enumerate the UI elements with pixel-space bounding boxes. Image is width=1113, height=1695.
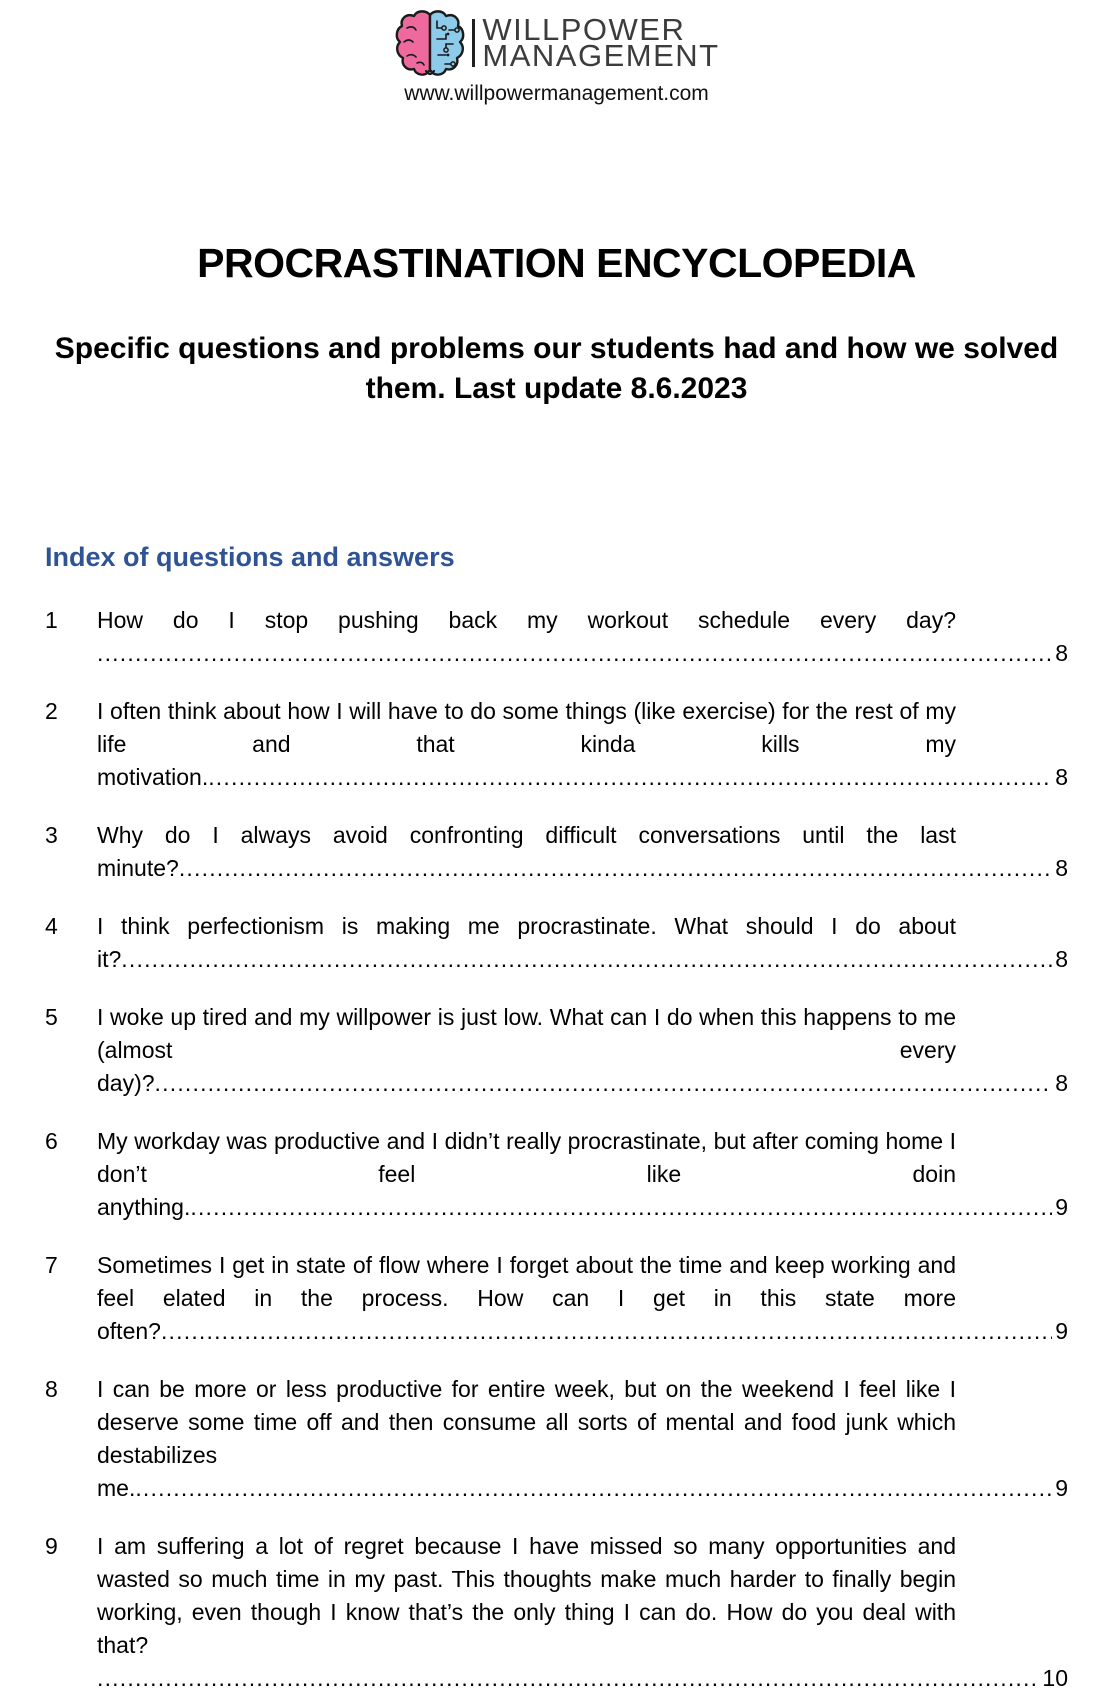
toc-entry-number: 4: [45, 912, 58, 939]
dot-leader: [161, 1318, 1068, 1344]
toc-page-number: 8: [1052, 761, 1068, 794]
toc-entry-9: [45, 1530, 1068, 1695]
dot-leader: [155, 1070, 1068, 1096]
toc-entry-text: I often think about how I will have to do some things (like exercise) for the rest of my life and that kinda kills my motivation.: [97, 697, 956, 790]
toc-entry-text: My workday was productive and I didn’t really procrastinate, but after coming home I don’t feel like doin anything.: [97, 1127, 956, 1220]
toc-entry-1: [45, 604, 1068, 670]
toc-entry-body: [97, 1001, 1068, 1100]
table-of-contents: [45, 604, 1068, 1695]
toc-entry-4: [45, 910, 1068, 976]
toc-entry-body: [97, 1373, 1068, 1505]
toc-entry-number: 1: [45, 606, 58, 633]
toc-page-number: 9: [1052, 1191, 1068, 1224]
toc-page-number: 9: [1052, 1315, 1068, 1348]
page-subtitle: Specific questions and problems our students had and how we solved them. Last update 8.6.2023: [54, 332, 1059, 405]
dot-leader: [208, 764, 1068, 790]
toc-page-number: 10: [1039, 1662, 1068, 1695]
dot-leader: [135, 1475, 1068, 1501]
toc-page-number: 9: [1052, 1472, 1068, 1505]
toc-page-number: 8: [1052, 943, 1068, 976]
logo-word-2: MANAGEMENT: [482, 38, 720, 73]
website-url: www.willpowermanagement.com: [404, 82, 709, 105]
toc-entry-number: 9: [45, 1532, 58, 1559]
page-title: PROCRASTINATION ENCYCLOPEDIA: [197, 240, 916, 286]
toc-entry-body: [97, 695, 1068, 794]
toc-entry-body: [97, 604, 1068, 670]
toc-entry-text: How do I stop pushing back my workout schedule every day?: [97, 606, 956, 633]
logo: [393, 8, 719, 78]
toc-entry-7: [45, 1249, 1068, 1348]
toc-entry-number: 3: [45, 821, 58, 848]
toc-entry-5: [45, 1001, 1068, 1100]
dot-leader: [190, 1194, 1068, 1220]
toc-entry-text: I think perfectionism is making me procrastinate. What should I do about it?: [97, 912, 956, 972]
logo-wordmark: [482, 12, 720, 73]
toc-entry-text: Why do I always avoid confronting difficult conversations until the last minute?: [97, 821, 956, 881]
toc-entry-number: 8: [45, 1375, 58, 1402]
index-heading: Index of questions and answers: [45, 541, 455, 572]
dot-leader: [97, 1665, 1068, 1691]
toc-entry-2: [45, 695, 1068, 794]
logo-word-1: WILLPOWER: [482, 12, 686, 47]
dot-leader: [179, 855, 1068, 881]
brain-icon: [393, 8, 467, 78]
header: [45, 0, 1068, 106]
toc-entry-body: [97, 1530, 1068, 1695]
toc-page-number: 8: [1052, 637, 1068, 670]
toc-entry-body: [97, 1249, 1068, 1348]
toc-entry-number: 5: [45, 1003, 58, 1030]
toc-entry-number: 2: [45, 697, 58, 724]
toc-entry-body: [97, 910, 1068, 976]
logo-divider: [472, 19, 475, 67]
toc-entry-body: [97, 1125, 1068, 1224]
toc-entry-text: Sometimes I get in state of flow where I forget about the time and keep working and feel elated in the process. How can I get in this state more often?: [97, 1251, 956, 1344]
toc-page-number: 8: [1052, 852, 1068, 885]
dot-leader: [121, 946, 1068, 972]
toc-entry-3: [45, 819, 1068, 885]
toc-entry-number: 7: [45, 1251, 58, 1278]
dot-leader: [97, 640, 1068, 666]
toc-entry-6: [45, 1125, 1068, 1224]
toc-entry-text: I woke up tired and my willpower is just low. What can I do when this happens to me (almost every day)?: [97, 1003, 956, 1096]
toc-entry-number: 6: [45, 1127, 58, 1154]
toc-page-number: 8: [1052, 1067, 1068, 1100]
toc-entry-text: I can be more or less productive for entire week, but on the weekend I feel like I deserve some time off and then consume all sorts of mental and food junk which destabilizes me.: [97, 1375, 956, 1501]
toc-entry-text: I am suffering a lot of regret because I have missed so many opportunities and wasted so much time in my past. This thoughts make much harder to finally begin working, even though I know that’s the only thing I can do. How do you deal with that?: [97, 1532, 956, 1658]
toc-entry-8: [45, 1373, 1068, 1505]
toc-entry-body: [97, 819, 1068, 885]
